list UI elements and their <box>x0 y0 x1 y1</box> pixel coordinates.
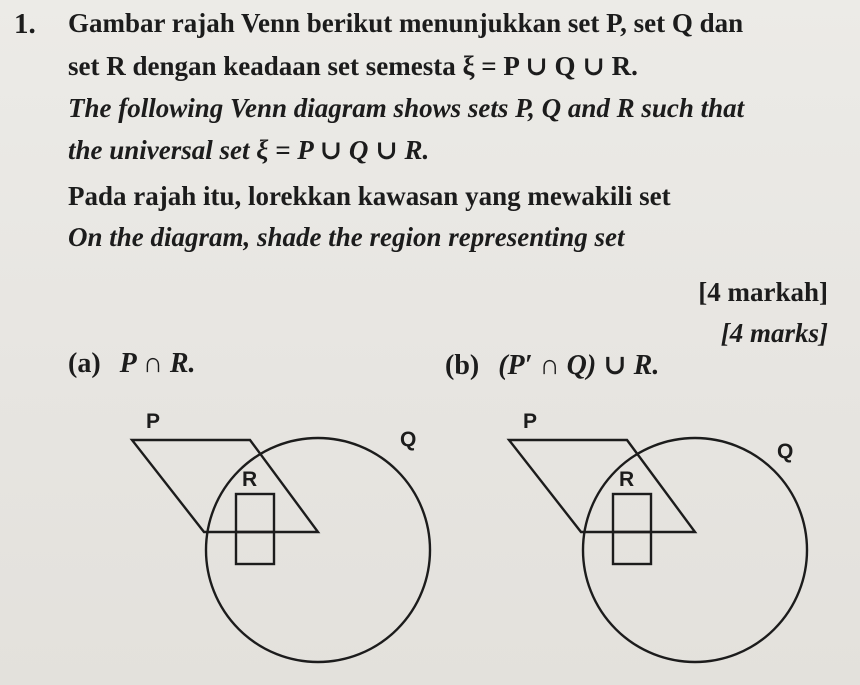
set-q-circle[interactable] <box>583 438 807 662</box>
question-text-english-line-1: The following Venn diagram shows sets P, Q and R such that <box>68 93 745 123</box>
part-b-label: (b) <box>445 350 480 381</box>
set-q-circle[interactable] <box>206 438 430 662</box>
label-p: P <box>523 410 538 433</box>
question-number: 1. <box>14 8 36 40</box>
question-text-malay-line-2: set R dengan keadaan set semesta ξ = P ∪ Q ∪ R. <box>68 51 638 81</box>
part-a-heading <box>68 348 196 380</box>
venn-diagram-b[interactable] <box>495 400 815 685</box>
label-q: Q <box>400 428 417 451</box>
part-b-expression: (P′ ∩ Q) ∪ R. <box>498 350 660 381</box>
marks-malay: [4 markah] <box>698 277 828 307</box>
instruction-malay: Pada rajah itu, lorekkan kawasan yang mewakili set <box>68 181 671 211</box>
part-a-label: (a) <box>68 348 101 379</box>
part-a-expression: P ∩ R. <box>119 348 196 379</box>
question-text-english-line-2: the universal set ξ = P ∪ Q ∪ R. <box>68 135 430 165</box>
set-r-rectangle[interactable] <box>613 494 651 564</box>
label-r: R <box>242 468 258 491</box>
label-r: R <box>619 468 635 491</box>
instruction-english: On the diagram, shade the region representing set <box>68 222 625 252</box>
question-text-malay-line-1: Gambar rajah Venn berikut menunjukkan set P, set Q dan <box>68 8 744 38</box>
venn-diagram-a[interactable] <box>118 400 438 685</box>
set-r-rectangle[interactable] <box>236 494 274 564</box>
label-p: P <box>146 410 161 433</box>
part-b-heading <box>445 348 659 382</box>
marks-english: [4 marks] <box>720 318 828 348</box>
label-q: Q <box>777 440 794 463</box>
